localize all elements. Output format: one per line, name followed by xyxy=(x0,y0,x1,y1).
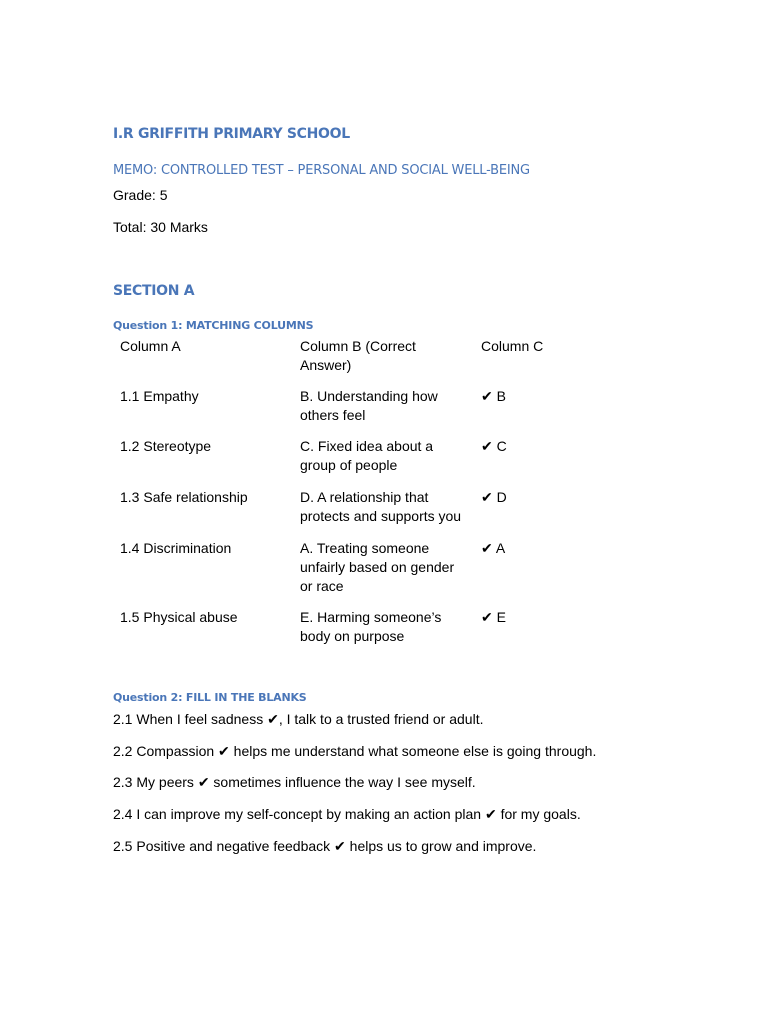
table-header-column-c: Column C xyxy=(481,338,544,354)
table-row-1-column-b: B. Understanding how others feel xyxy=(300,388,438,423)
section-title: SECTION A xyxy=(113,283,195,299)
table-row-5-column-c: ✔ E xyxy=(481,609,506,625)
table-row-3-column-c: ✔ D xyxy=(481,489,507,505)
list-item-2-2: 2.2 Compassion ✔ helps me understand what someone else is going through. xyxy=(113,743,597,759)
table-row-5-column-b: E. Harming someone’s body on purpose xyxy=(300,609,442,644)
question2-title: Question 2: FILL IN THE BLANKS xyxy=(113,691,307,704)
table-header-column-a: Column A xyxy=(120,338,181,354)
school-title: I.R GRIFFITH PRIMARY SCHOOL xyxy=(113,126,350,142)
table-row-5-column-a: 1.5 Physical abuse xyxy=(120,609,238,625)
table-header-column-b: Column B (Correct Answer) xyxy=(300,338,416,373)
list-item-2-4: 2.4 I can improve my self-concept by making an action plan ✔ for my goals. xyxy=(113,806,581,822)
grade-line: Grade: 5 xyxy=(113,187,168,203)
table-row-4-column-a: 1.4 Discrimination xyxy=(120,540,232,556)
table-row-2-column-c: ✔ C xyxy=(481,438,507,454)
table-row-3-column-a: 1.3 Safe relationship xyxy=(120,489,248,505)
list-item-2-1: 2.1 When I feel sadness ✔, I talk to a trusted friend or adult. xyxy=(113,711,484,727)
table-row-4-column-b: A. Treating someone unfairly based on gender or race xyxy=(300,540,455,594)
table-row-2-column-b: C. Fixed idea about a group of people xyxy=(300,438,434,473)
table-row-1-column-a: 1.1 Empathy xyxy=(120,388,199,404)
table-row-1-column-c: ✔ B xyxy=(481,388,506,404)
table-row-4-column-c: ✔ A xyxy=(481,540,506,556)
table-row-3-column-b: D. A relationship that protects and supports you xyxy=(300,489,462,524)
list-item-2-5: 2.5 Positive and negative feedback ✔ helps us to grow and improve. xyxy=(113,838,537,854)
memo-title: MEMO: CONTROLLED TEST – PERSONAL AND SOCIAL WELL-BEING xyxy=(113,163,530,178)
list-item-2-3: 2.3 My peers ✔ sometimes influence the way I see myself. xyxy=(113,774,476,790)
table-row-2-column-a: 1.2 Stereotype xyxy=(120,438,212,454)
total-marks-line: Total: 30 Marks xyxy=(113,219,208,235)
question1-title: Question 1: MATCHING COLUMNS xyxy=(113,319,314,332)
